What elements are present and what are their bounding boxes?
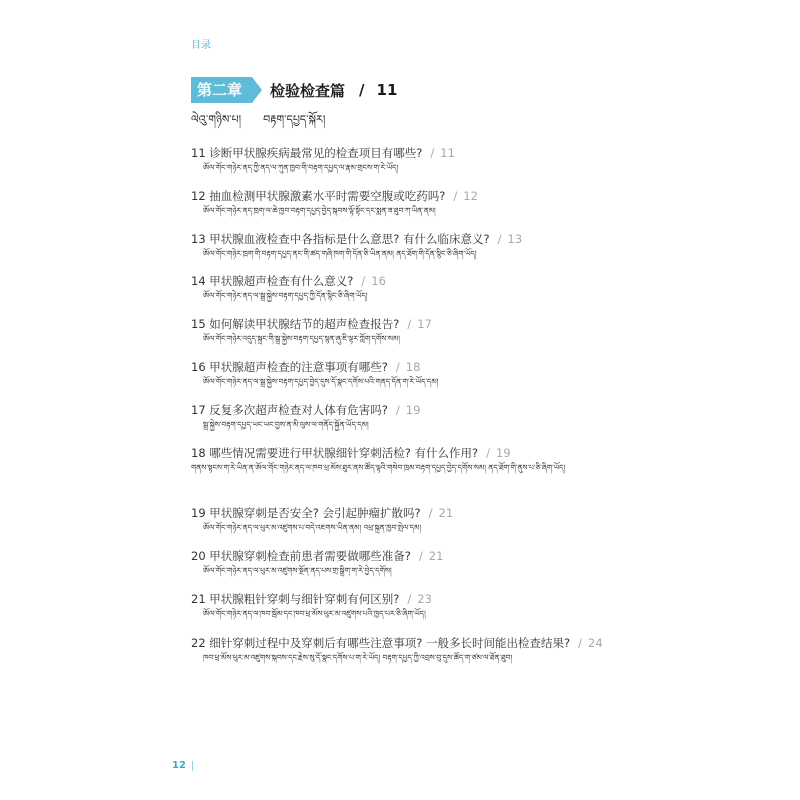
toc-entry-question-line (191, 231, 611, 248)
toc-entry[interactable] (191, 188, 611, 217)
page-number: 12 (172, 760, 186, 771)
entry-separator: / (486, 446, 491, 460)
chapter-heading (191, 77, 397, 103)
chapter-page: 11 (376, 81, 398, 99)
entry-separator: / (395, 403, 400, 417)
entry-separator: / (578, 636, 583, 650)
toc-entry[interactable] (191, 273, 611, 302)
entry-question: 抽血检测甲状腺激素水平时需要空腹或吃药吗? (209, 189, 446, 203)
chapter-badge: 第二章 (191, 77, 252, 103)
entry-page: 21 (438, 506, 454, 520)
entry-question: 甲状腺血液检查中各指标是什么意思? 有什么临床意义? (209, 232, 490, 246)
entry-question: 甲状腺粗针穿刺与细针穿刺有何区别? (209, 592, 400, 606)
entry-separator: / (407, 317, 412, 331)
entry-page: 17 (417, 317, 432, 331)
entry-separator: / (395, 360, 400, 374)
entry-page: 24 (588, 636, 603, 650)
entry-separator: / (418, 549, 423, 563)
entry-tibetan: ཨོལ་གོང་གཉེར་ནད་ལ་ཁབ་སྦོམ་དང་ཁབ་ཕྲ་མོས་ཕུར་མ་འཛུགས་པའི་ཁྱད་པར་ཅི་ཞིག་ཡོད། (203, 609, 426, 618)
toc-entry-question-line (191, 402, 611, 419)
toc-entry[interactable] (191, 402, 611, 431)
entry-tibetan: གནས་སྟངས་ག་རེ་ཡིན་ན་ཨོལ་གོང་གཉེར་ནད་ལ་ཁབ་ཕྲ་མོས་ཐུར་ནས་ཚོད་ལྟའི་གསེབ་ཁྲམ་བརྟག་དཔྱད་བྱེད་དགོས་སམ། ནད་ཐོག་གི་ནུས་པ་ཅི་ཞིག་ཡོད། (191, 463, 566, 472)
toc-entry-question-line (191, 635, 611, 652)
entry-tibetan: ཨོལ་གོང་གཉེར་ནད་ལ་ཕུར་མ་འཛུགས་པ་བདེ་འཇགས་ཡིན་ནམ། འཕྲ་སྐྲན་ཁྱབ་སྤེལ་དམ། (203, 523, 422, 532)
entry-question: 细针穿刺过程中及穿刺后有哪些注意事项? 一般多长时间能出检查结果? (209, 636, 571, 650)
entry-page: 19 (496, 446, 511, 460)
entry-number: 18 (191, 446, 206, 460)
entry-question: 甲状腺穿刺检查前患者需要做哪些准备? (209, 549, 411, 563)
entry-number: 12 (191, 189, 206, 203)
entry-question: 甲状腺穿刺是否安全? 会引起肿瘤扩散吗? (209, 506, 421, 520)
entry-page: 21 (428, 549, 444, 563)
entry-number: 20 (191, 549, 206, 563)
toc-entry[interactable] (191, 316, 611, 345)
entry-number: 19 (191, 506, 206, 520)
entry-question: 哪些情况需要进行甲状腺细针穿刺活检? 有什么作用? (209, 446, 479, 460)
tibetan-title: བརྟག་དཔྱད་སྐོར། (263, 113, 326, 126)
entry-separator: / (428, 506, 433, 520)
entry-tibetan: ཨོལ་གོང་གཉེར་ནད་ལ་ཕུར་མ་འཛུགས་སྔོན་ནད་པས་གྲ་སྒྲིག་ག་རེ་བྱེད་དགོས། (203, 566, 392, 575)
toc-entry-question-line (191, 188, 611, 205)
entry-number: 14 (191, 274, 206, 288)
toc-entry[interactable] (191, 591, 611, 620)
entry-tibetan: ཨོལ་གོང་གཉེར་འདུད་སྐྲང་གི་སྒྲ་སྐྱེས་བརྟག་དཔྱད་སྙན་ཞུ་ཇི་ལྟར་ཀློག་དགོས་སམ། (203, 334, 400, 343)
entry-number: 15 (191, 317, 206, 331)
entry-number: 13 (191, 232, 206, 246)
entry-question: 甲状腺超声检查有什么意义? (209, 274, 354, 288)
entry-page: 19 (405, 403, 421, 417)
toc-entry-question-line (191, 505, 611, 522)
entry-tibetan: སྒྲ་སྐྱེས་བརྟག་དཔྱད་ཡང་ཡང་བྱས་ན་མི་ལུས་ལ་གནོད་སྐྱོན་ཡོད་དམ། (203, 420, 369, 429)
toc-entry[interactable] (191, 359, 611, 388)
entry-page: 18 (405, 360, 421, 374)
toc-entry[interactable] (191, 231, 611, 260)
entry-number: 16 (191, 360, 206, 374)
page-footer (172, 760, 193, 771)
entry-separator: / (453, 189, 458, 203)
toc-entry-question-line (191, 316, 611, 333)
entry-page: 11 (440, 146, 455, 160)
entry-tibetan: ཨོལ་གོང་གཉེར་ཁྲག་གི་བརྟག་དཔྱད་ནང་གི་ཚད་གཞི་ཁག་གི་དོན་ཅི་ཡིན་ནམ། ནད་ཐོག་གི་དོན་སྙིང་ཅི་ཞིག་ཡོད། (203, 249, 477, 258)
entry-separator: / (430, 146, 435, 160)
toc-entry[interactable] (191, 505, 611, 534)
entry-tibetan: ཁབ་ཕྲ་མོས་ཕུར་མ་འཛུགས་སྐབས་དང་རྗེས་སུ་དོ་སྣང་དགོས་པ་ག་རེ་ཡོད། བརྟག་དཔྱད་ཀྱི་འབྲས་བུ་དུས་ཚོད་ག་ཙམ་ལ་ཐོན་ཐུབ། (203, 653, 513, 662)
entry-number: 11 (191, 146, 206, 160)
entry-page: 13 (507, 232, 523, 246)
entry-question: 诊断甲状腺疾病最常见的检查项目有哪些? (209, 146, 423, 160)
toc-entry-question-line (191, 145, 611, 162)
entry-page: 12 (463, 189, 478, 203)
toc-entry-question-line (191, 445, 611, 462)
toc-entry[interactable] (191, 145, 611, 174)
chapter-tibetan-heading (191, 107, 325, 138)
toc-entry-question-line (191, 273, 611, 290)
entry-page: 16 (371, 274, 386, 288)
tibetan-chapter: ལེའུ་གཉིས་པ། (191, 113, 242, 126)
entry-tibetan: ཨོལ་གོང་གཉེར་ནད་ཀྱི་ནད་ལ་ཀུན་ཁྱབ་གི་བརྟག་དཔྱད་ལ་རྣམ་གྲངས་ག་རེ་ཡོད། (203, 163, 399, 172)
toc-entry-question-line (191, 591, 611, 608)
entry-tibetan: ཨོལ་གོང་གཉེར་ནད་ལ་སྒྲ་སྐྱེས་བརྟག་དཔྱད་ཀྱི་དོན་སྙིང་ཅི་ཞིག་ཡོད། (203, 291, 368, 300)
entry-separator: / (361, 274, 366, 288)
toc-entry-question-line (191, 548, 611, 565)
entry-number: 22 (191, 636, 206, 650)
entry-question: 反复多次超声检查对人体有危害吗? (209, 403, 388, 417)
entry-number: 17 (191, 403, 206, 417)
toc-entry-question-line (191, 359, 611, 376)
entry-tibetan: ཨོལ་གོང་གཉེར་ནད་ལ་སྒྲ་སྐྱེས་བརྟག་དཔྱད་བྱེད་དུས་དོ་སྣང་དགོས་པའི་གནད་དོན་ག་རེ་ཡོད་དམ། (203, 377, 439, 386)
footer-divider (192, 761, 193, 771)
entry-page: 23 (417, 592, 432, 606)
entry-number: 21 (191, 592, 206, 606)
entry-separator: / (407, 592, 412, 606)
entry-tibetan: ཨོལ་གོང་གཉེར་ནད་ཁྲག་ལ་ཆེ་ཁྱབ་བརྟག་དཔྱད་བྱེད་སྐབས་ལྟོ་སྟོང་དང་སྨན་ཟ་ཐུབ་ཀ་ཡིན་ནམ། (203, 206, 436, 215)
entry-separator: / (497, 232, 502, 246)
entry-question: 甲状腺超声检查的注意事项有哪些? (209, 360, 388, 374)
header-label: 目录 (191, 40, 211, 51)
toc-entry[interactable] (191, 548, 611, 577)
entry-question: 如何解读甲状腺结节的超声检查报告? (209, 317, 400, 331)
chapter-separator: / (359, 81, 365, 99)
toc-entry[interactable] (191, 445, 611, 474)
chapter-title: 检验检查篇 (270, 81, 346, 100)
toc-entry[interactable] (191, 635, 611, 664)
